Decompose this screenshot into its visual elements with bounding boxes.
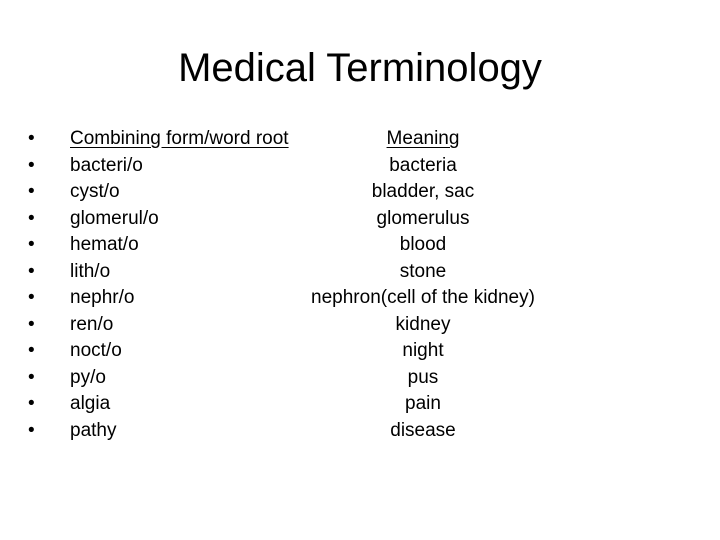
- meaning-text: disease: [390, 419, 456, 441]
- term-text: lith/o: [70, 260, 111, 282]
- list-item: [28, 259, 688, 286]
- term-text: cyst/o: [70, 181, 120, 202]
- term-text: noct/o: [70, 340, 122, 361]
- term-text: nephr/o: [70, 287, 135, 308]
- term-text: py/o: [70, 366, 106, 388]
- meaning-text: pain: [405, 393, 441, 414]
- bullet-icon: •: [28, 419, 35, 441]
- list-item: [28, 285, 688, 312]
- list-item: [28, 312, 688, 339]
- meaning-text: pus: [407, 366, 439, 388]
- bullet-icon: •: [28, 207, 35, 229]
- term-text: glomerul/o: [70, 207, 159, 229]
- list-item: [28, 365, 688, 392]
- meaning-text: kidney: [395, 313, 451, 335]
- meaning-column-header: Meaning: [386, 128, 460, 149]
- bullet-icon: •: [28, 313, 35, 335]
- meaning-text: glomerulus: [376, 207, 470, 229]
- list-item: [28, 338, 688, 365]
- bullet-icon: •: [28, 393, 35, 414]
- term-text: pathy: [70, 419, 117, 441]
- list-item: [28, 206, 688, 233]
- meaning-text: bacteria: [389, 154, 457, 176]
- bullet-icon: •: [28, 128, 35, 149]
- bullet-icon: •: [28, 340, 35, 361]
- bullet-icon: •: [28, 234, 35, 255]
- list-item: [28, 153, 688, 180]
- list-header-row: [28, 126, 688, 153]
- bullet-icon: •: [28, 181, 35, 202]
- meaning-text: bladder, sac: [371, 181, 475, 202]
- meaning-text: stone: [399, 260, 447, 282]
- meaning-text: nephron(cell of the kidney): [311, 287, 535, 308]
- bullet-icon: •: [28, 287, 35, 308]
- term-column-header: Combining form/word root: [70, 128, 289, 149]
- list-item: [28, 179, 688, 206]
- slide-title: Medical Terminology: [178, 46, 542, 90]
- list-item: [28, 418, 688, 445]
- bullet-icon: •: [28, 154, 35, 176]
- term-text: ren/o: [70, 313, 114, 335]
- terminology-list: [28, 126, 688, 444]
- term-text: bacteri/o: [70, 154, 143, 176]
- bullet-icon: •: [28, 260, 35, 282]
- term-text: algia: [70, 393, 111, 414]
- meaning-text: night: [402, 340, 444, 361]
- list-item: [28, 232, 688, 259]
- bullet-icon: •: [28, 366, 35, 388]
- meaning-text: blood: [399, 234, 447, 255]
- list-item: [28, 391, 688, 418]
- term-text: hemat/o: [70, 234, 139, 255]
